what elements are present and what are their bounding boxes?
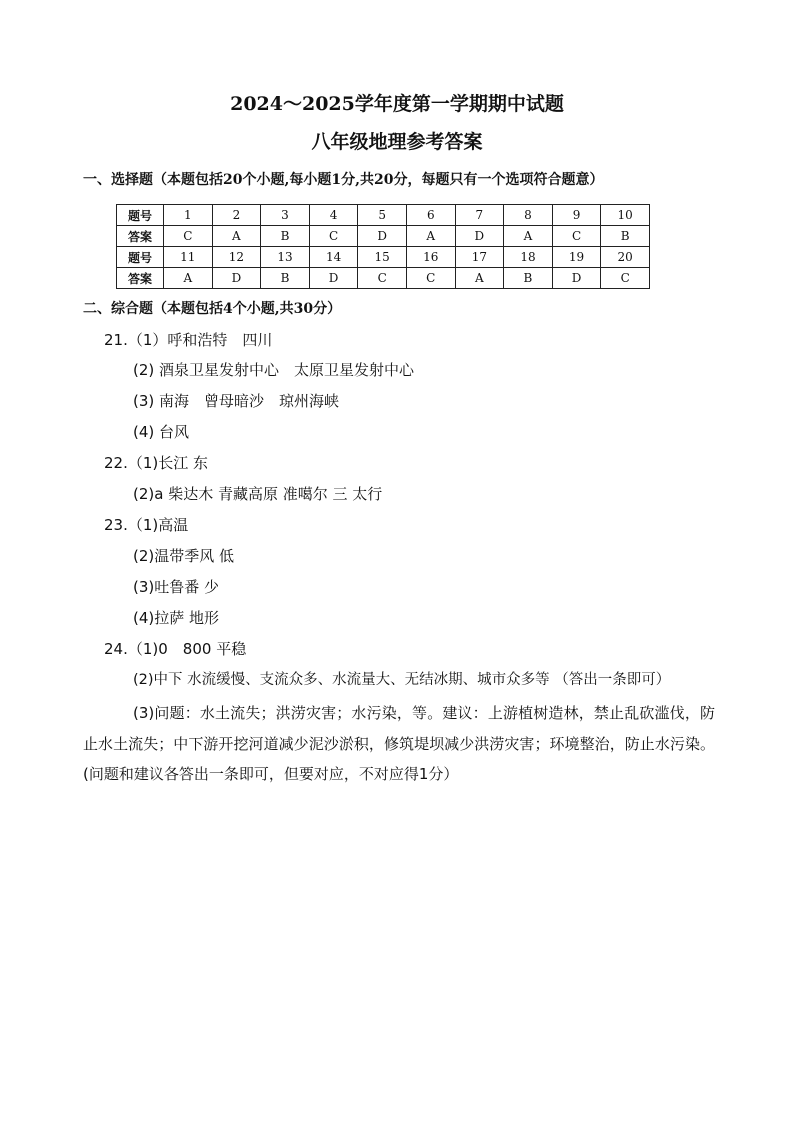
answer-24-3: (3)问题：水土流失；洪涝灾害；水污染，等。建议：上游植树造林，禁止乱砍滥伐，防止水土流失；中下游开挖河道减少泥沙淤积，修筑堤坝减少洪涝灾害；环境整治，防止水污染。(问题和建议各答出一条即可，但要对应，不对应得1分） bbox=[83, 704, 715, 783]
question-number: 16 bbox=[406, 247, 455, 268]
answer-23-4: (4)拉萨 地形 bbox=[133, 609, 220, 627]
answer-cell: D bbox=[552, 268, 601, 289]
table-row-answers-2 bbox=[117, 268, 650, 289]
page-title: 2024～2025学年度第一学期期中试题 bbox=[230, 93, 564, 115]
section-heading-choice: 一、选择题（本题包括20个小题,每小题1分,共20分，每题只有一个选项符合题意） bbox=[83, 172, 604, 188]
answer-cell: C bbox=[358, 268, 407, 289]
answer-23-2: (2)温带季风 低 bbox=[133, 547, 235, 565]
question-number: 2 bbox=[212, 205, 261, 226]
answer-cell: D bbox=[309, 268, 358, 289]
table-row-answers-1 bbox=[117, 226, 650, 247]
answer-21-1: 21.（1）呼和浩特 四川 bbox=[104, 331, 273, 349]
question-number: 18 bbox=[504, 247, 553, 268]
question-number: 10 bbox=[601, 205, 650, 226]
answer-23-3: (3)吐鲁番 少 bbox=[133, 578, 220, 596]
answer-24-1: 24.（1)0 800 平稳 bbox=[104, 640, 247, 658]
question-number: 3 bbox=[261, 205, 310, 226]
question-number: 12 bbox=[212, 247, 261, 268]
answer-cell: A bbox=[164, 268, 213, 289]
answer-21-4: (4) 台风 bbox=[133, 423, 190, 441]
table-row-numbers-2 bbox=[117, 247, 650, 268]
question-number: 13 bbox=[261, 247, 310, 268]
answer-cell: C bbox=[601, 268, 650, 289]
question-number: 19 bbox=[552, 247, 601, 268]
question-number: 7 bbox=[455, 205, 504, 226]
answer-24-2: (2)中下 水流缓慢、支流众多、水流量大、无结冰期、城市众多等 （答出一条即可） bbox=[133, 672, 671, 688]
table-header-cell: 题号 bbox=[117, 247, 164, 268]
table-row-numbers-1 bbox=[117, 205, 650, 226]
question-number: 1 bbox=[164, 205, 213, 226]
answer-cell: B bbox=[601, 226, 650, 247]
section-heading-comprehensive: 二、综合题（本题包括4个小题,共30分） bbox=[83, 301, 342, 317]
question-number: 20 bbox=[601, 247, 650, 268]
answer-cell: A bbox=[504, 226, 553, 247]
answer-cell: D bbox=[455, 226, 504, 247]
answer-cell: C bbox=[309, 226, 358, 247]
answer-cell: C bbox=[164, 226, 213, 247]
question-number: 15 bbox=[358, 247, 407, 268]
answer-cell: A bbox=[212, 226, 261, 247]
answer-21-2: (2) 酒泉卫星发射中心 太原卫星发射中心 bbox=[133, 361, 415, 379]
table-header-cell: 题号 bbox=[117, 205, 164, 226]
question-number: 5 bbox=[358, 205, 407, 226]
answer-cell: B bbox=[504, 268, 553, 289]
answer-cell: D bbox=[358, 226, 407, 247]
answer-21-3: (3) 南海 曾母暗沙 琼州海峡 bbox=[133, 392, 340, 410]
answer-23-1: 23.（1)高温 bbox=[104, 516, 189, 534]
answer-table bbox=[116, 204, 650, 289]
question-number: 4 bbox=[309, 205, 358, 226]
question-number: 9 bbox=[552, 205, 601, 226]
page-subtitle: 八年级地理参考答案 bbox=[311, 131, 483, 153]
question-number: 8 bbox=[504, 205, 553, 226]
answer-22-2: (2)a 柴达木 青藏高原 准噶尔 三 太行 bbox=[133, 485, 383, 503]
question-number: 17 bbox=[455, 247, 504, 268]
answer-cell: B bbox=[261, 226, 310, 247]
answer-cell: A bbox=[455, 268, 504, 289]
answer-cell: A bbox=[406, 226, 455, 247]
question-number: 11 bbox=[164, 247, 213, 268]
question-number: 6 bbox=[406, 205, 455, 226]
answer-cell: C bbox=[406, 268, 455, 289]
answer-cell: B bbox=[261, 268, 310, 289]
question-number: 14 bbox=[309, 247, 358, 268]
table-header-cell: 答案 bbox=[117, 226, 164, 247]
answer-cell: C bbox=[552, 226, 601, 247]
answer-22-1: 22.（1)长江 东 bbox=[104, 454, 209, 472]
answer-cell: D bbox=[212, 268, 261, 289]
table-header-cell: 答案 bbox=[117, 268, 164, 289]
